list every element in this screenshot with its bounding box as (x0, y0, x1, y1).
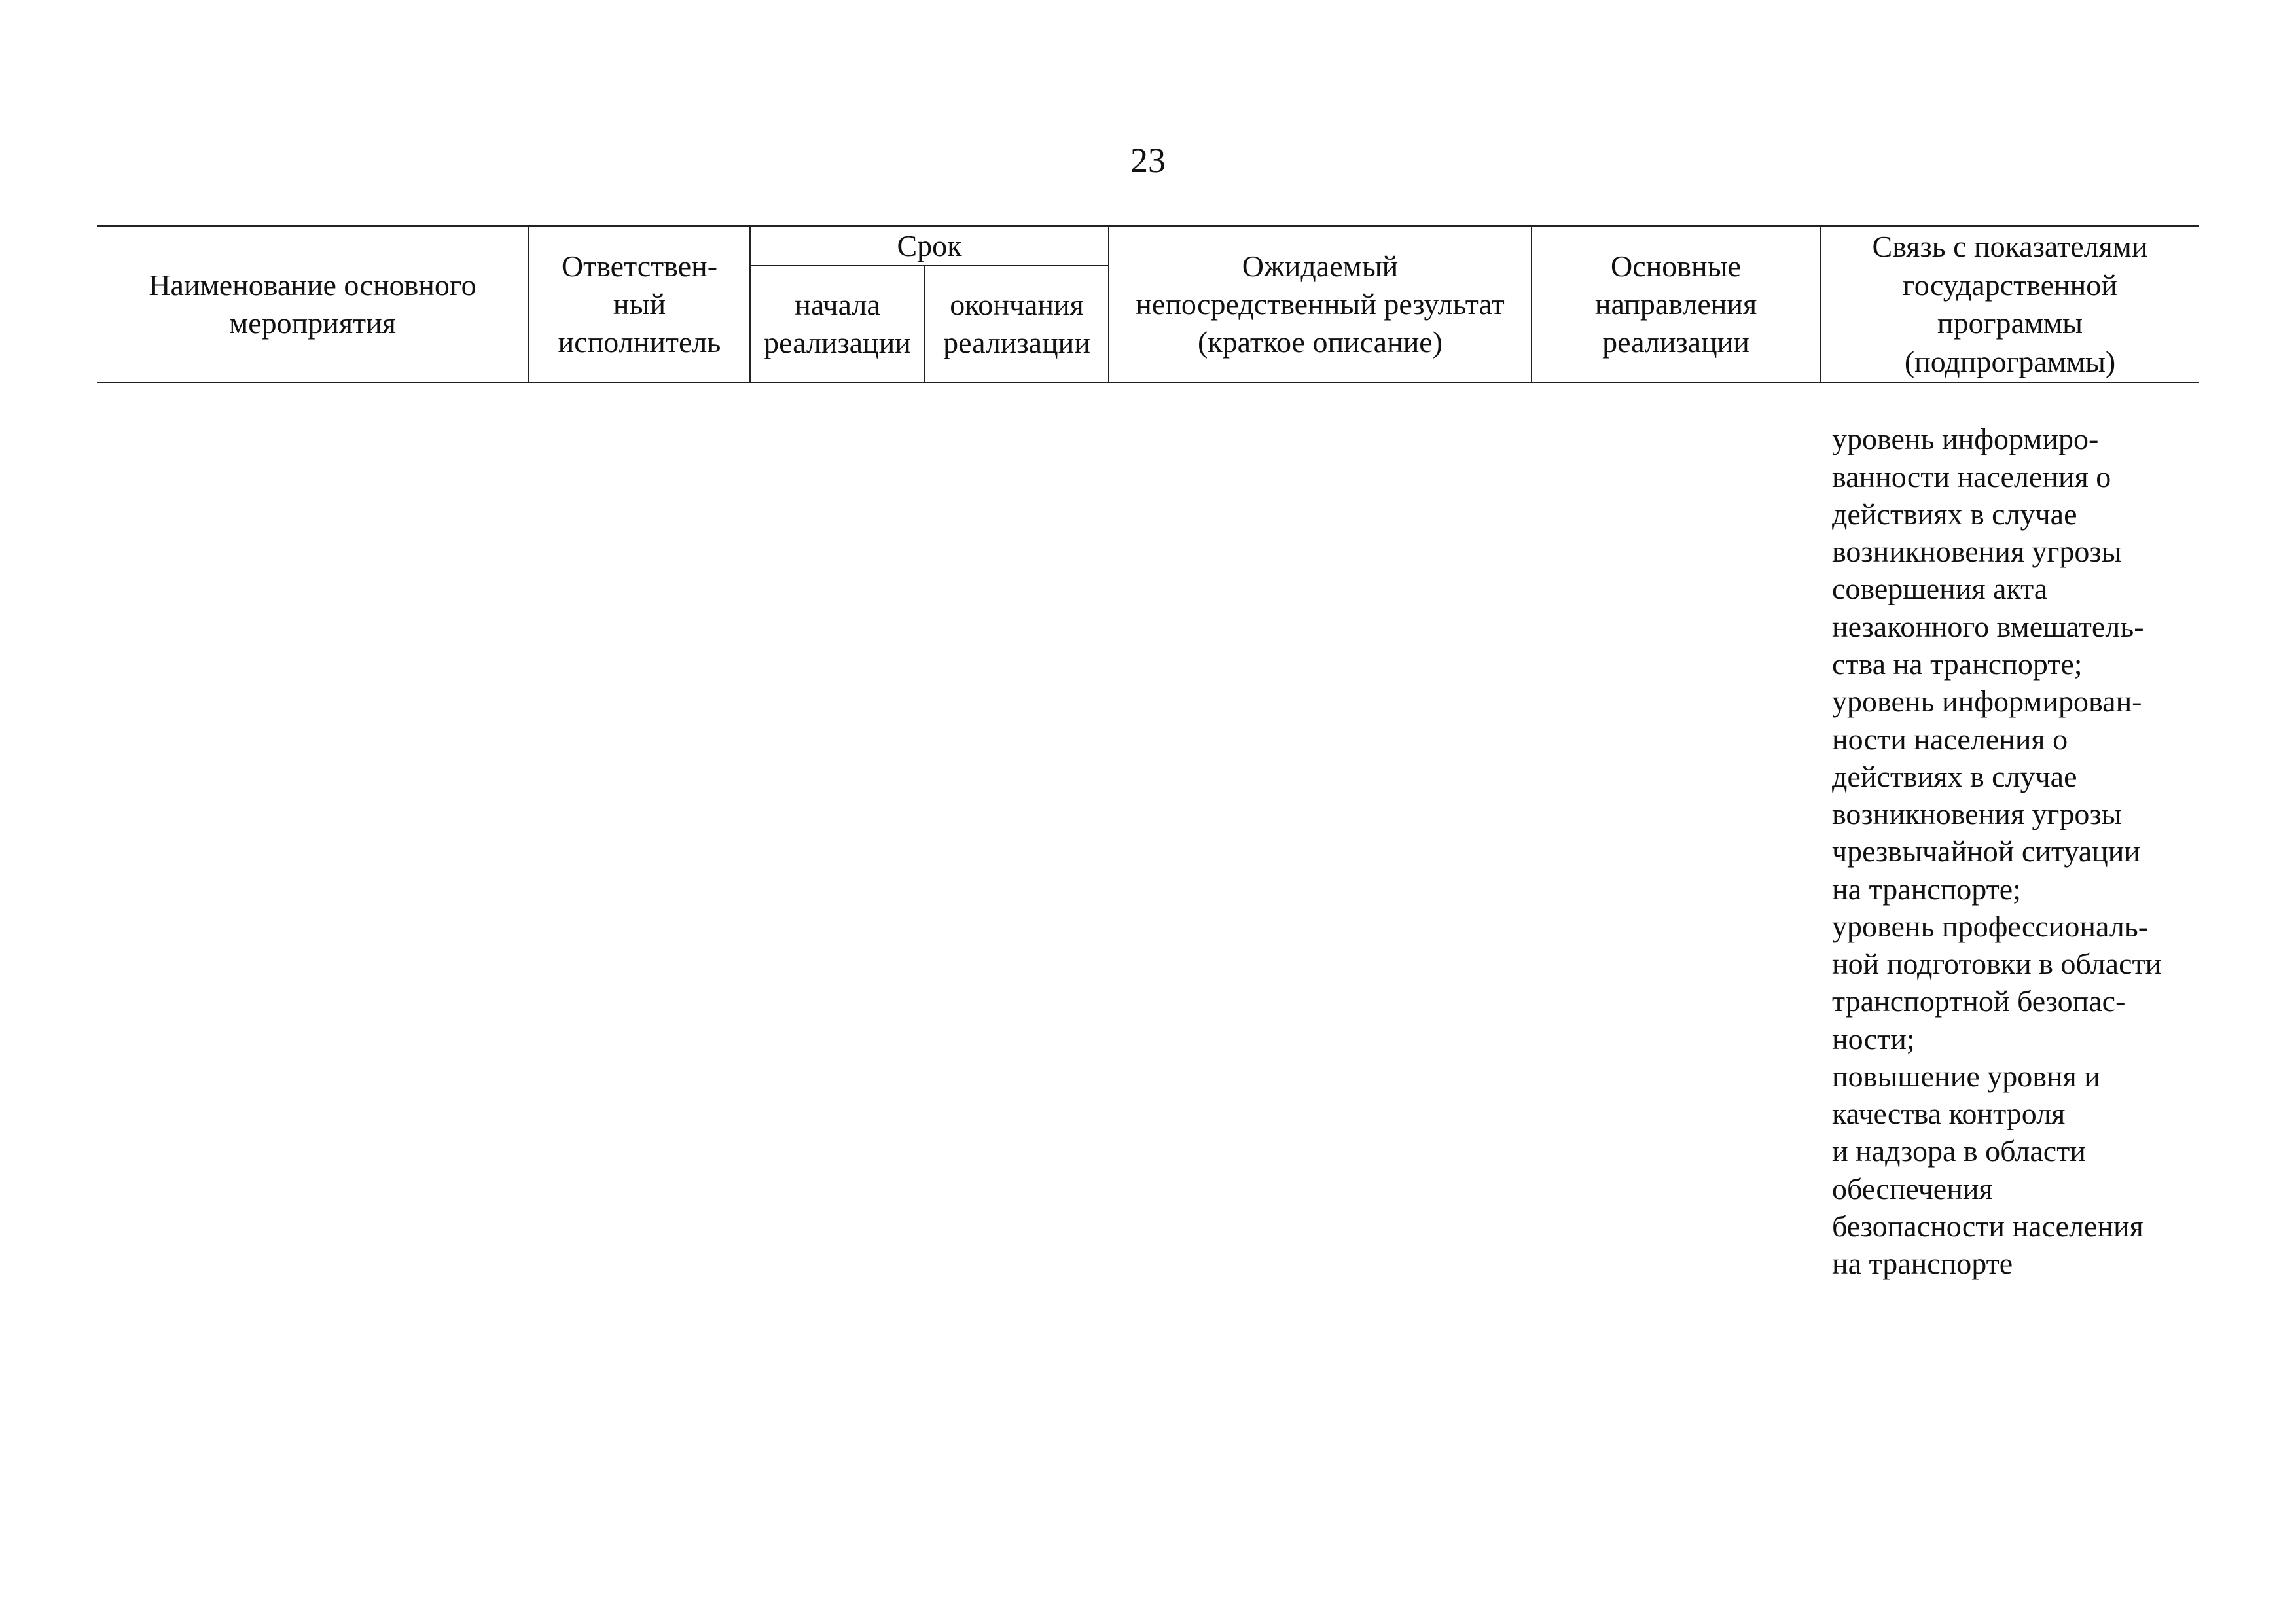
indicator-line: ной подготовки в области (1832, 947, 2162, 981)
header-responsible-line: Ответствен- (561, 249, 718, 283)
header-term-end (925, 266, 1109, 383)
indicator-line: безопасности населения (1832, 1209, 2144, 1243)
indicator-line: повышение уровня и (1832, 1059, 2100, 1093)
indicator-line: возникновения угрозы (1832, 535, 2122, 569)
indicator-line: уровень информиро- (1832, 422, 2099, 456)
header-term-end-line: окончания (950, 288, 1084, 321)
indicator-line: действиях в случае (1832, 759, 2077, 793)
cell-activity-name (97, 383, 529, 1283)
cell-expected-result (1109, 383, 1532, 1283)
indicator-line: уровень информирован- (1832, 685, 2142, 719)
indicator-line: ности; (1832, 1022, 1915, 1056)
header-term-start-line: начала (795, 288, 880, 321)
cell-term-end (925, 383, 1109, 1283)
cell-program-indicators (1820, 383, 2199, 1283)
header-responsible-line: исполнитель (558, 325, 721, 359)
indicator-line: ванности населения о (1832, 459, 2111, 493)
indicator-line: совершения акта (1832, 572, 2048, 606)
header-expected-result (1109, 226, 1532, 383)
header-directions-line: Основные (1611, 249, 1741, 283)
cell-main-directions (1532, 383, 1820, 1283)
header-link-line: государственной (1903, 268, 2117, 302)
program-activities-table (97, 225, 2199, 1283)
header-result-line: Ожидаемый (1242, 249, 1399, 283)
header-term-start-line: реализации (764, 326, 911, 360)
indicator-line: транспортной безопас- (1832, 984, 2126, 1018)
cell-term-start (750, 383, 925, 1283)
header-term-end-line: реализации (943, 326, 1090, 360)
page-number: 23 (1130, 141, 1166, 180)
header-term: Срок (750, 226, 1109, 266)
header-directions-line: направления (1594, 287, 1757, 321)
header-result-line: (краткое описание) (1197, 325, 1443, 359)
indicator-line: уровень профессиональ- (1832, 909, 2149, 943)
table-header-row-1 (97, 226, 2199, 266)
indicator-line: возникновения угрозы (1832, 797, 2122, 831)
header-program-indicators-link (1820, 226, 2199, 383)
indicator-line: и надзора в области (1832, 1134, 2086, 1168)
indicator-line: чрезвычайной ситуации (1832, 834, 2141, 868)
indicator-line: незаконного вмешатель- (1832, 609, 2144, 643)
cell-responsible (529, 383, 750, 1283)
header-main-directions (1532, 226, 1820, 383)
header-link-line: (подпрограммы) (1904, 344, 2116, 378)
indicator-line: ства на транспорте; (1832, 647, 2083, 681)
indicator-line: на транспорте (1832, 1247, 2013, 1281)
header-term-start (750, 266, 925, 383)
indicator-line: обеспечения (1832, 1171, 1993, 1205)
header-link-line: программы (1937, 306, 2083, 340)
header-link-line: Связь с показателями (1872, 230, 2148, 264)
indicator-line: действиях в случае (1832, 497, 2077, 531)
header-responsible-line: ный (613, 287, 666, 321)
indicator-line: ности населения о (1832, 722, 2068, 756)
header-responsible (529, 226, 750, 383)
header-activity-name: Наименование основного мероприятия (97, 226, 529, 383)
indicators-text (1820, 383, 2199, 1282)
table-row (97, 383, 2199, 1283)
header-result-line: непосредственный результат (1136, 287, 1505, 321)
header-directions-line: реализации (1602, 325, 1749, 359)
indicator-line: качества контроля (1832, 1097, 2066, 1131)
indicator-line: на транспорте; (1832, 872, 2021, 906)
